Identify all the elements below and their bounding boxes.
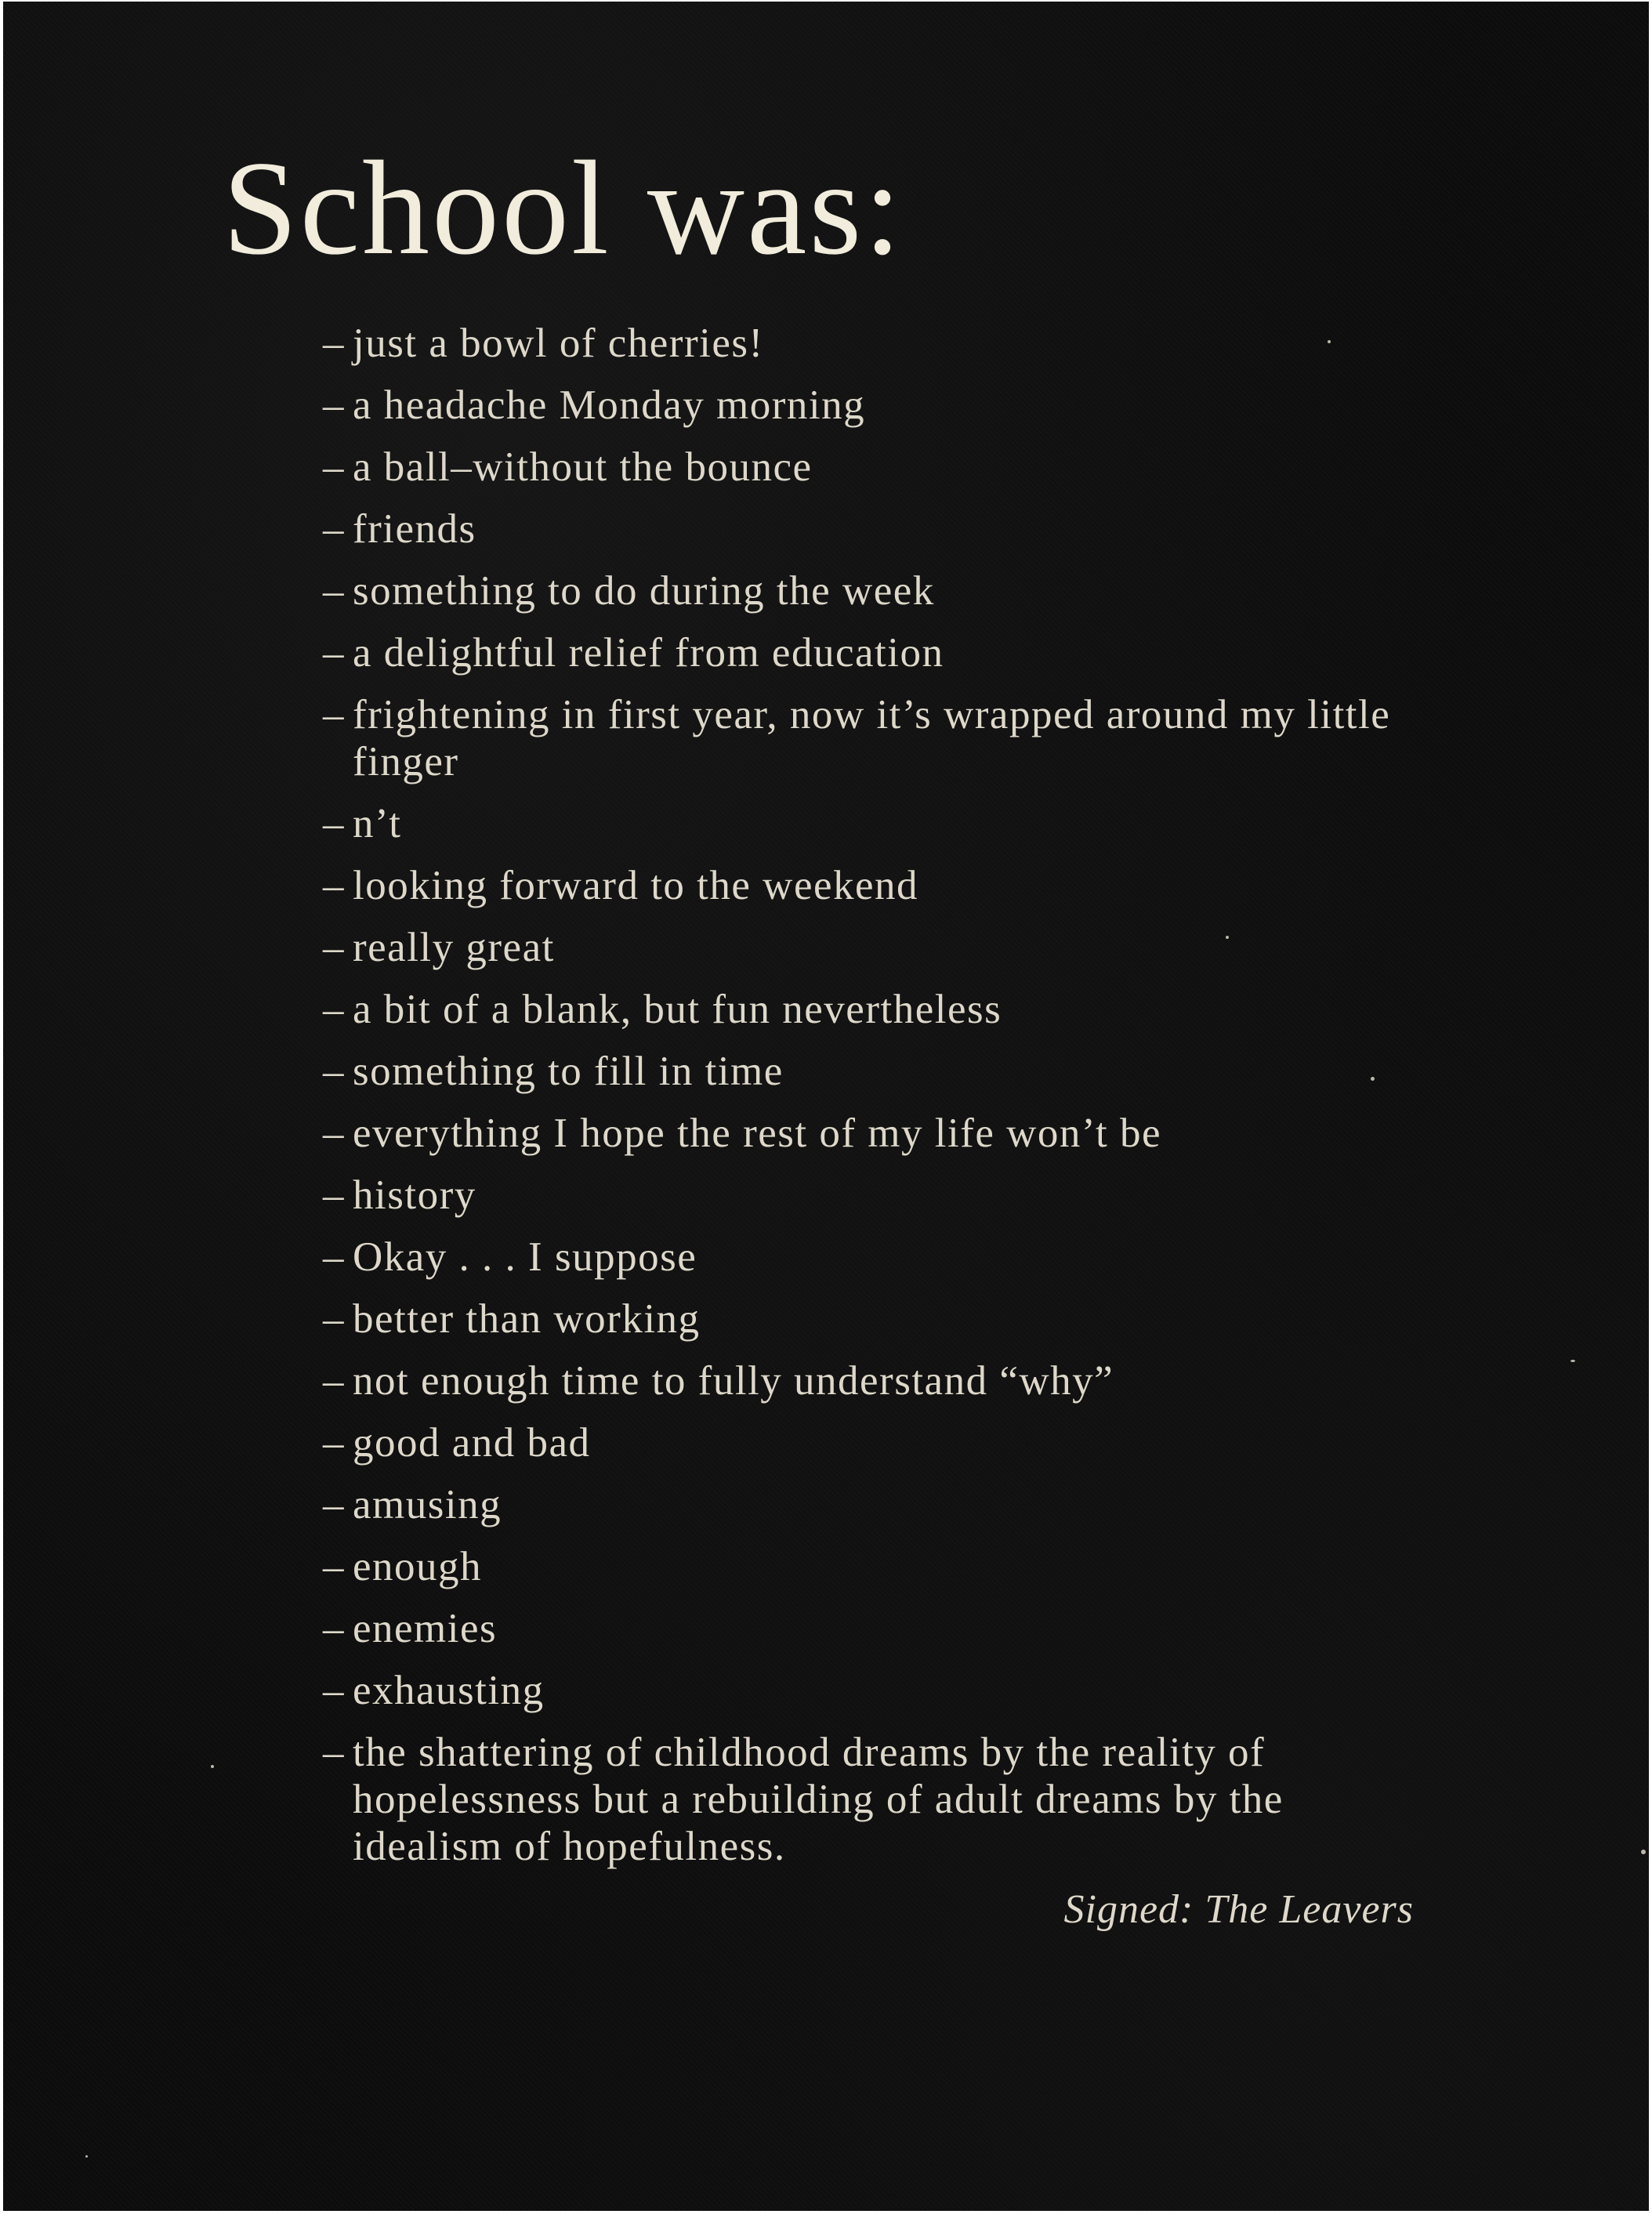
- responses-list: [323, 320, 1412, 1885]
- list-item: [323, 1172, 1412, 1219]
- list-item: [323, 505, 1412, 553]
- dash-marker: –: [323, 1049, 345, 1094]
- dust-speck: [211, 1765, 214, 1768]
- dash-marker: –: [323, 1358, 345, 1404]
- dash-marker: –: [323, 382, 345, 428]
- page-title: School was:: [223, 134, 904, 283]
- dash-marker: –: [323, 1296, 345, 1342]
- list-item-text: a ball–without the bounce: [353, 444, 813, 490]
- list-item-text: enemies: [353, 1606, 498, 1651]
- list-item-text: not enough time to fully understand “why”: [353, 1358, 1114, 1404]
- dash-marker: –: [323, 1420, 345, 1466]
- dash-marker: –: [323, 506, 345, 552]
- dash-marker: –: [323, 1606, 345, 1651]
- list-item-text: something to do during the week: [353, 568, 935, 614]
- list-item: [323, 1729, 1412, 1870]
- list-item: [323, 444, 1412, 491]
- list-item: [323, 1295, 1412, 1343]
- list-item-text: n’t: [353, 801, 402, 846]
- list-item: [323, 1234, 1412, 1281]
- list-item-text: history: [353, 1172, 476, 1218]
- list-item-text: a delightful relief from education: [353, 630, 944, 676]
- list-item-text: Okay . . . I suppose: [353, 1234, 697, 1280]
- dash-marker: –: [323, 444, 345, 490]
- list-item: [323, 1667, 1412, 1714]
- dash-marker: –: [323, 863, 345, 908]
- list-item-text: good and bad: [353, 1420, 591, 1466]
- list-item-text: the shattering of childhood dreams by the reality of hopelessness but a rebuilding of adult dreams by the idealism of hopefulness.: [353, 1730, 1284, 1869]
- dust-speck: [1328, 340, 1331, 343]
- list-item-text: better than working: [353, 1296, 701, 1342]
- dust-speck: [1371, 1077, 1375, 1081]
- list-item: [323, 1419, 1412, 1466]
- list-item: [323, 320, 1412, 367]
- list-item-text: enough: [353, 1544, 483, 1589]
- list-item-text: something to fill in time: [353, 1049, 784, 1094]
- list-item: [323, 629, 1412, 676]
- list-item-text: looking forward to the weekend: [353, 863, 919, 908]
- dash-marker: –: [323, 987, 345, 1032]
- dash-marker: –: [323, 692, 345, 737]
- list-item-text: a bit of a blank, but fun nevertheless: [353, 987, 1002, 1032]
- dash-marker: –: [323, 1544, 345, 1589]
- dash-marker: –: [323, 1482, 345, 1527]
- list-item: [323, 1357, 1412, 1404]
- dash-marker: –: [323, 321, 345, 366]
- list-item: [323, 1543, 1412, 1590]
- dash-marker: –: [323, 1668, 345, 1713]
- list-item-text: frightening in first year, now it’s wrapped around my little finger: [353, 692, 1391, 785]
- dash-marker: –: [323, 630, 345, 676]
- dash-marker: –: [323, 568, 345, 614]
- list-item: [323, 691, 1412, 785]
- list-item-text: amusing: [353, 1482, 502, 1527]
- list-item-text: everything I hope the rest of my life won’t be: [353, 1111, 1162, 1156]
- dust-speck: [1226, 936, 1229, 939]
- list-item: [323, 1605, 1412, 1652]
- list-item-text: a headache Monday morning: [353, 382, 866, 428]
- list-item: [323, 924, 1412, 971]
- list-item: [323, 1110, 1412, 1157]
- list-item: [323, 800, 1412, 847]
- list-item: [323, 986, 1412, 1033]
- dust-speck: [1570, 1360, 1575, 1362]
- signature: Signed: The Leavers: [1063, 1887, 1414, 1932]
- dash-marker: –: [323, 801, 345, 846]
- list-item: [323, 1481, 1412, 1528]
- list-item: [323, 567, 1412, 614]
- list-item-text: friends: [353, 506, 476, 552]
- list-item: [323, 862, 1412, 909]
- dash-marker: –: [323, 925, 345, 970]
- dash-marker: –: [323, 1172, 345, 1218]
- list-item-text: really great: [353, 925, 555, 970]
- list-item: [323, 382, 1412, 429]
- dash-marker: –: [323, 1234, 345, 1280]
- list-item-text: just a bowl of cherries!: [353, 321, 764, 366]
- dust-speck: [1641, 1850, 1646, 1854]
- list-item-text: exhausting: [353, 1668, 545, 1713]
- page-background: [3, 2, 1649, 2211]
- dash-marker: –: [323, 1730, 345, 1775]
- dust-speck: [85, 2155, 88, 2158]
- dash-marker: –: [323, 1111, 345, 1156]
- list-item: [323, 1048, 1412, 1095]
